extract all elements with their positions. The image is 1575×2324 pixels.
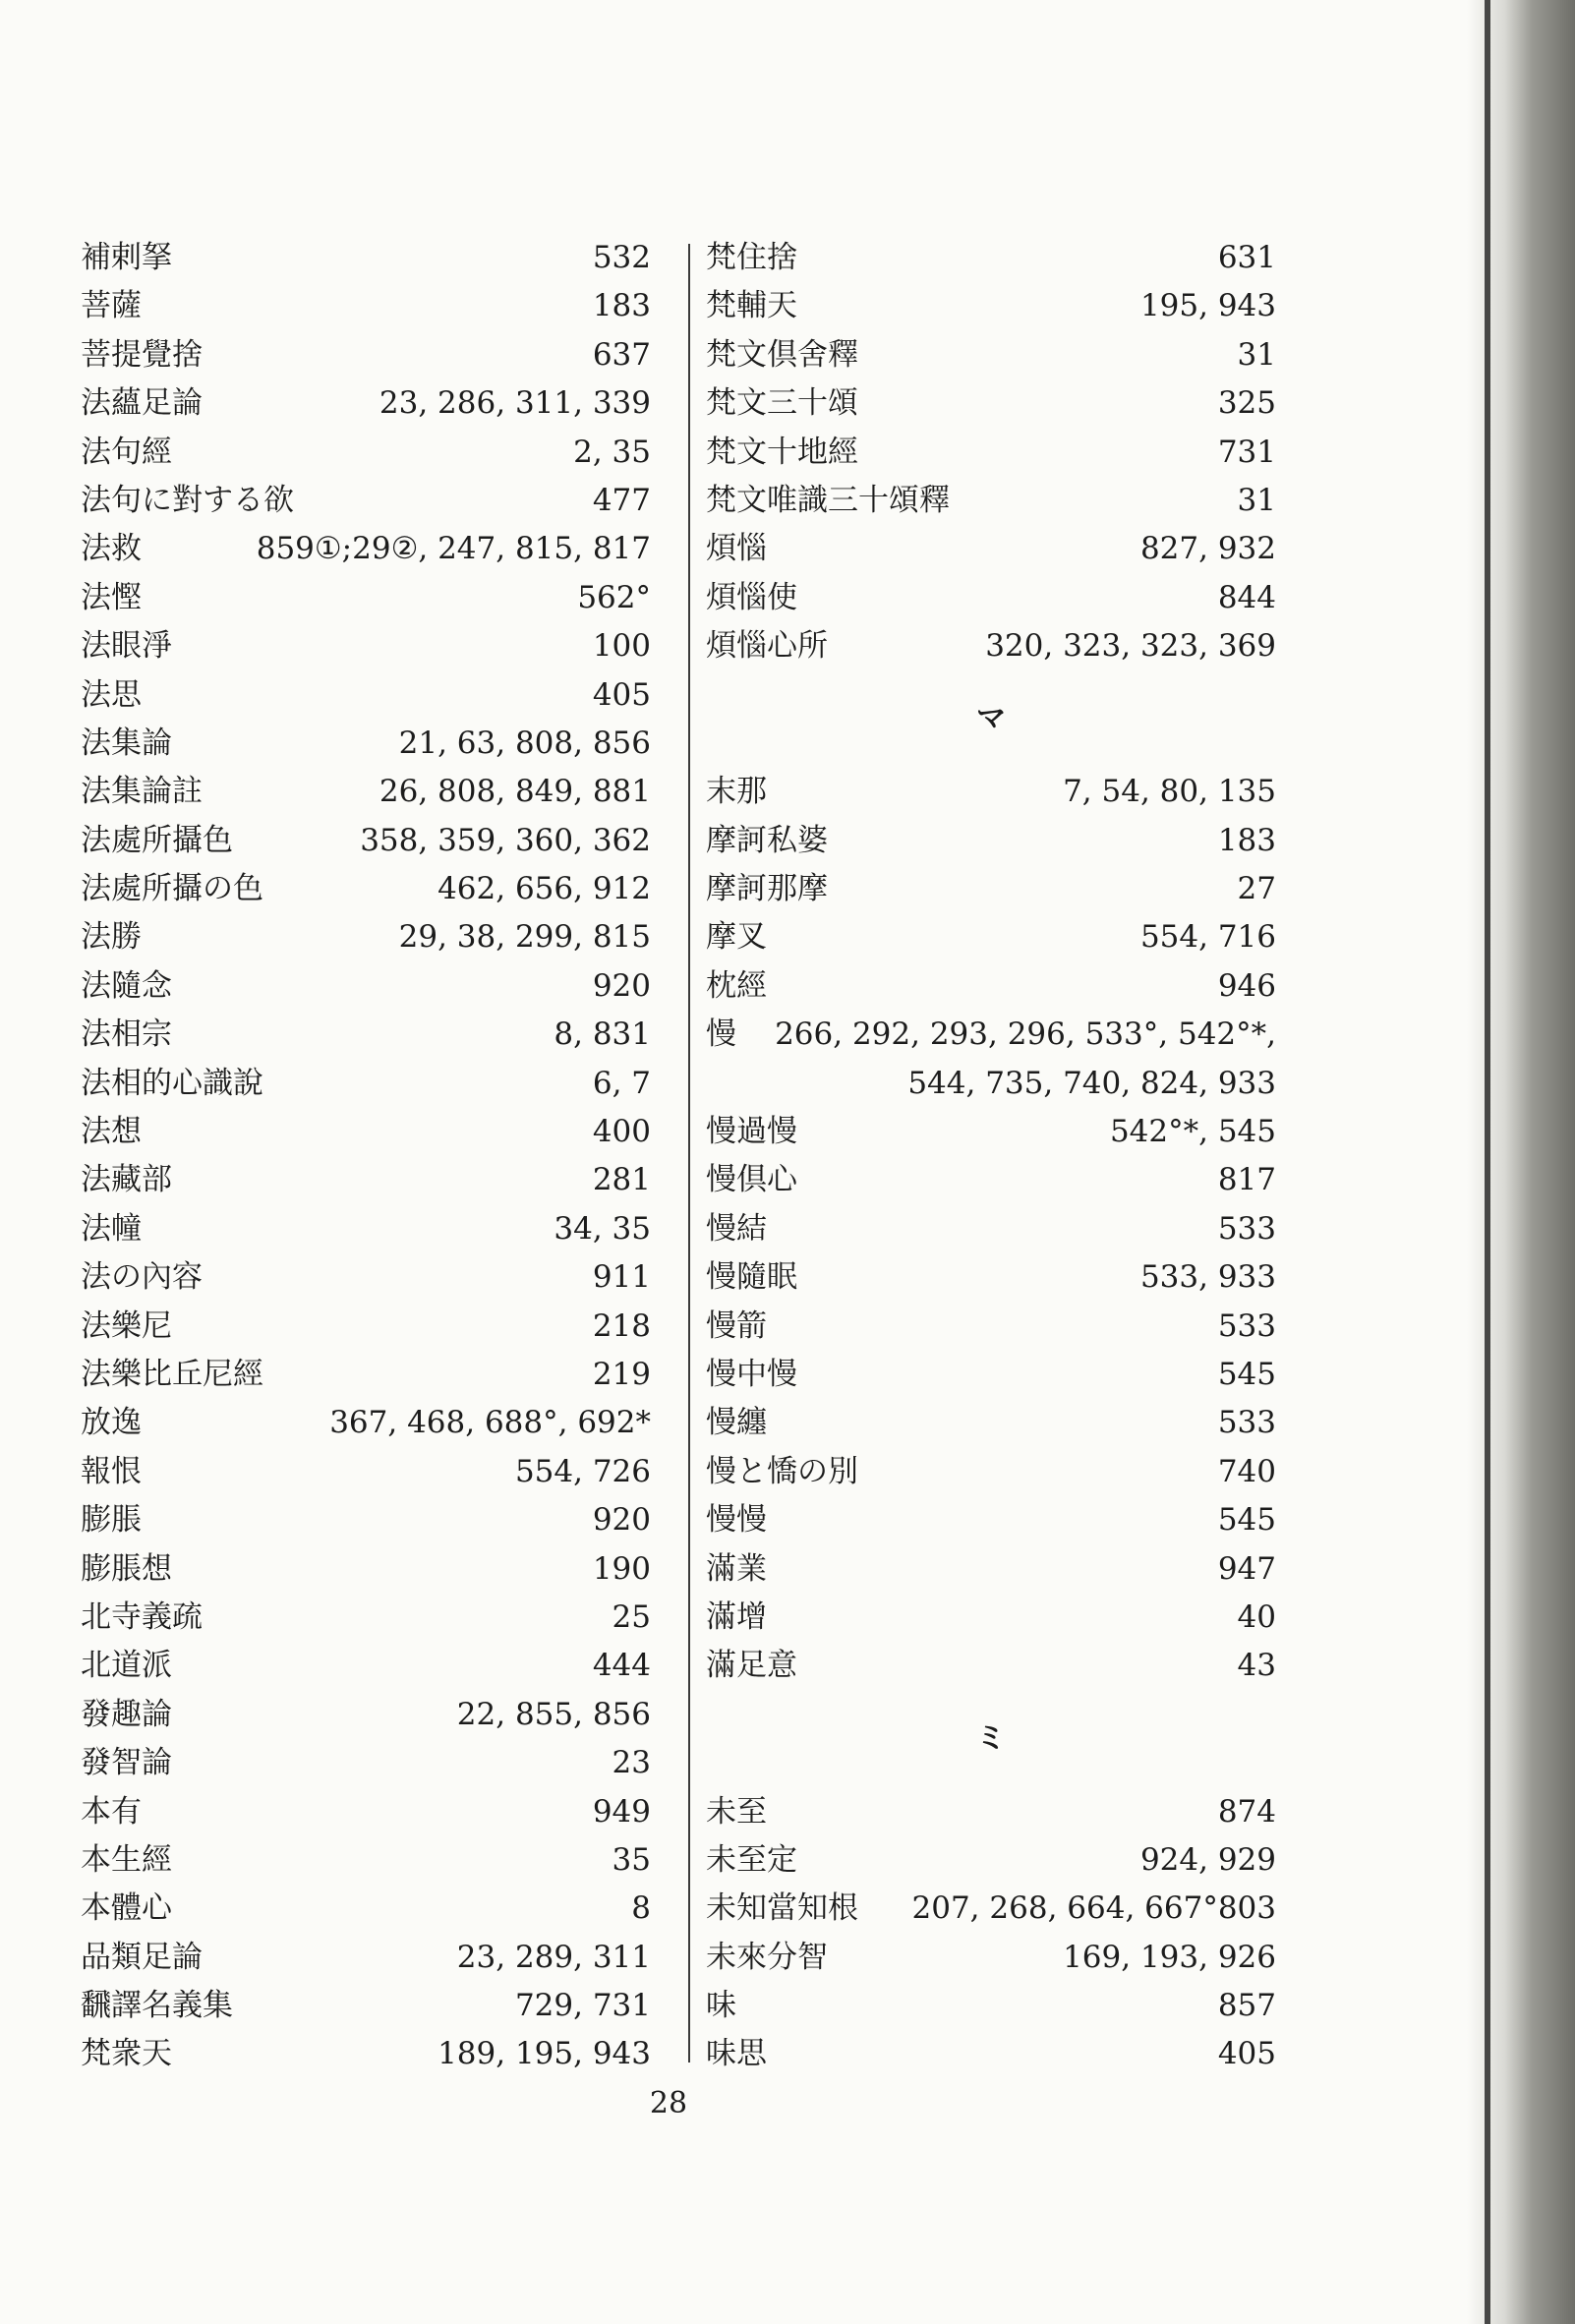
index-term: 法幢 — [81, 1210, 142, 1247]
index-term: 未至定 — [706, 1841, 797, 1878]
index-entry — [81, 768, 651, 816]
index-page-refs: 22, 855, 856 — [456, 1696, 651, 1732]
index-term: 煩惱使 — [706, 579, 797, 615]
index-term: 慢過慢 — [706, 1114, 797, 1150]
index-page-refs: 874 — [1217, 1793, 1276, 1830]
index-term: 摩叉 — [706, 919, 767, 956]
index-term: 梵文十地經 — [706, 434, 858, 470]
index-term: 慢纏 — [706, 1405, 767, 1441]
index-entry — [81, 1448, 651, 1496]
index-term: 法救 — [81, 531, 142, 567]
index-entry — [706, 1448, 1276, 1496]
index-page-refs: 729, 731 — [514, 1988, 651, 2024]
index-term: 慢結 — [706, 1210, 767, 1247]
index-entry — [706, 768, 1276, 816]
right-index-column — [706, 234, 1276, 2079]
index-page-refs: 34, 35 — [554, 1210, 651, 1247]
index-entry — [706, 817, 1276, 865]
index-entry — [706, 1545, 1276, 1594]
index-term: 法慳 — [81, 579, 142, 615]
index-term: 法想 — [81, 1114, 142, 1150]
index-page-refs: 924, 929 — [1139, 1841, 1276, 1878]
index-entry — [81, 720, 651, 768]
index-page-refs: 405 — [592, 676, 651, 713]
index-term: 法句に對する欲 — [81, 482, 294, 518]
index-entry — [81, 379, 651, 428]
index-entry — [81, 282, 651, 330]
index-term: 本生經 — [81, 1841, 172, 1878]
index-page-refs: 190 — [592, 1550, 651, 1587]
index-entry — [81, 1934, 651, 1982]
index-entry — [81, 1545, 651, 1594]
index-page-refs: 100 — [592, 628, 651, 665]
index-term: 法蘊足論 — [81, 385, 203, 422]
index-entry — [81, 429, 651, 477]
index-entry — [81, 1594, 651, 1642]
index-entry — [81, 1156, 651, 1204]
index-entry — [81, 1108, 651, 1156]
index-page-refs: 545 — [1217, 1357, 1276, 1392]
index-entry — [81, 525, 651, 573]
index-entry — [81, 1642, 651, 1690]
index-page-refs: 817 — [1217, 1162, 1276, 1198]
index-entry — [81, 1399, 651, 1447]
index-entry — [706, 865, 1276, 913]
index-term: 煩惱 — [706, 531, 767, 567]
index-page-refs: 26, 808, 849, 881 — [379, 774, 651, 810]
index-page-refs: 31 — [1237, 336, 1276, 373]
index-page-refs: 207, 268, 664, 667°803 — [911, 1890, 1276, 1927]
index-term: 報恨 — [81, 1453, 142, 1489]
index-page-refs: 183 — [592, 288, 651, 324]
index-term: 菩提覺捨 — [81, 336, 203, 373]
index-page-refs: 2, 35 — [573, 434, 651, 470]
index-term: 發趣論 — [81, 1696, 172, 1732]
index-entry — [706, 525, 1276, 573]
index-page-refs: 21, 63, 808, 856 — [398, 725, 651, 761]
index-term: 慢隨眠 — [706, 1259, 797, 1296]
index-page-refs: 218 — [592, 1307, 651, 1344]
kana-section-heading: ミ — [976, 1720, 1006, 1756]
index-page-refs: 195, 943 — [1139, 288, 1276, 324]
index-entry — [81, 817, 651, 865]
index-page-refs: 325 — [1217, 385, 1276, 422]
index-entry — [706, 282, 1276, 330]
index-term: 慢と憍の別 — [706, 1453, 858, 1489]
page-number: 28 — [649, 2086, 688, 2121]
index-term: 摩訶那摩 — [706, 871, 828, 907]
index-page-refs: 23 — [612, 1745, 651, 1781]
index-page-refs: 637 — [592, 336, 651, 373]
index-entry — [706, 1351, 1276, 1399]
index-page-refs: 35 — [612, 1841, 651, 1878]
index-term: 滿業 — [706, 1550, 767, 1587]
index-entry — [706, 234, 1276, 282]
index-entry — [81, 1885, 651, 1933]
index-page-refs: 844 — [1217, 579, 1276, 615]
index-page-refs: 554, 716 — [1139, 919, 1276, 956]
index-term: 飜譯名義集 — [81, 1988, 233, 2024]
index-page-refs: 6, 7 — [592, 1065, 651, 1101]
index-page-refs: 281 — [592, 1162, 651, 1198]
index-entry — [81, 2030, 651, 2078]
index-term: 本體心 — [81, 1890, 172, 1927]
index-entry — [706, 1108, 1276, 1156]
index-term: 梵文唯識三十頌釋 — [706, 482, 950, 518]
index-term: 梵輔天 — [706, 288, 797, 324]
index-page-refs: 8 — [631, 1890, 651, 1927]
index-entry — [706, 1253, 1276, 1302]
index-term: 摩訶私婆 — [706, 822, 828, 858]
index-term: 北寺義疏 — [81, 1598, 203, 1635]
scanned-page-edge — [1467, 0, 1575, 2324]
index-entry — [81, 1739, 651, 1787]
index-term: 法眼淨 — [81, 628, 172, 665]
index-page-refs: 405 — [1217, 2036, 1276, 2072]
index-term: 枕經 — [706, 967, 767, 1004]
index-page-refs: 400 — [592, 1114, 651, 1150]
index-page-refs: 189, 195, 943 — [438, 2036, 651, 2072]
index-page-refs: 827, 932 — [1139, 531, 1276, 567]
index-entry — [706, 477, 1276, 525]
index-page-refs: 949 — [592, 1793, 651, 1830]
index-page-refs: 533, 933 — [1139, 1259, 1276, 1296]
index-term: 梵文倶舍釋 — [706, 336, 858, 373]
index-page-refs: 731 — [1217, 434, 1276, 470]
index-term: 法句經 — [81, 434, 172, 470]
index-page-refs: 219 — [592, 1356, 651, 1392]
index-entry — [706, 962, 1276, 1011]
index-entry — [706, 1934, 1276, 1982]
index-entry — [81, 1836, 651, 1885]
index-page-refs: 320, 323, 323, 369 — [985, 628, 1276, 665]
index-page-refs: 946 — [1217, 967, 1276, 1004]
index-term: 慢 — [706, 1017, 736, 1053]
index-term: 末那 — [706, 774, 767, 810]
index-page-refs: 532 — [592, 240, 651, 275]
index-entry — [81, 1205, 651, 1253]
index-entry — [706, 379, 1276, 428]
index-entry — [81, 1982, 651, 2030]
index-entry — [706, 331, 1276, 379]
index-entry — [81, 1351, 651, 1399]
index-entry — [706, 1496, 1276, 1544]
index-term: 法藏部 — [81, 1162, 172, 1198]
index-entry — [81, 1691, 651, 1739]
index-entry — [81, 477, 651, 525]
index-entry — [81, 1011, 651, 1059]
index-term: 滿足意 — [706, 1648, 797, 1684]
index-page-refs: 367, 468, 688°, 692* — [329, 1405, 651, 1441]
index-page-refs: 23, 286, 311, 339 — [379, 385, 651, 422]
index-term: 北道派 — [81, 1648, 172, 1684]
index-term: 法處所攝色 — [81, 822, 233, 858]
index-term: 法樂尼 — [81, 1307, 172, 1344]
index-page-refs: 358, 359, 360, 362 — [360, 822, 651, 858]
index-page-refs: 857 — [1217, 1988, 1276, 2024]
index-entry — [706, 1205, 1276, 1253]
index-page-refs: 911 — [592, 1259, 651, 1296]
index-term: 未至 — [706, 1793, 767, 1830]
index-page-refs: 545 — [1217, 1502, 1276, 1539]
index-page-refs: 40 — [1237, 1598, 1276, 1635]
index-page-refs: 462, 656, 912 — [438, 871, 651, 907]
index-term: 法樂比丘尼經 — [81, 1356, 263, 1392]
index-entry — [706, 1156, 1276, 1204]
index-page-refs: 562° — [577, 579, 651, 615]
index-page-refs: 920 — [592, 967, 651, 1004]
index-term: 補剌拏 — [81, 240, 172, 275]
index-term: 法集論註 — [81, 774, 203, 810]
index-entry — [706, 1885, 1276, 1933]
index-page-refs: 631 — [1217, 240, 1276, 275]
index-page-refs: 29, 38, 299, 815 — [398, 919, 651, 956]
index-entry — [706, 2030, 1276, 2078]
index-page-refs: 740 — [1217, 1453, 1276, 1489]
index-term: 膨脹 — [81, 1502, 142, 1539]
index-page-refs: 533 — [1217, 1210, 1276, 1247]
index-page-refs: 7, 54, 80, 135 — [1063, 774, 1276, 810]
index-term: 法相宗 — [81, 1017, 172, 1053]
index-term: 梵衆天 — [81, 2036, 172, 2072]
index-term: 放逸 — [81, 1405, 142, 1441]
index-entry — [81, 671, 651, 720]
index-entry — [706, 1011, 1276, 1059]
index-term: 未知當知根 — [706, 1890, 858, 1927]
index-page-refs: 27 — [1237, 871, 1276, 907]
index-entry — [706, 1594, 1276, 1642]
index-term: 法隨念 — [81, 967, 172, 1004]
index-entry — [81, 1788, 651, 1836]
index-entry — [81, 913, 651, 961]
index-term: 法勝 — [81, 919, 142, 956]
left-index-column — [81, 234, 651, 2079]
column-divider — [688, 244, 690, 2063]
index-page-refs: 859①;29②, 247, 815, 817 — [256, 531, 651, 567]
index-entry — [706, 1836, 1276, 1885]
index-term: 菩薩 — [81, 288, 142, 324]
index-term: 滿增 — [706, 1598, 767, 1635]
index-term: 未來分智 — [706, 1939, 828, 1975]
index-page-refs: 554, 726 — [514, 1453, 651, 1489]
index-term: 煩惱心所 — [706, 628, 828, 665]
index-entry — [706, 1399, 1276, 1447]
index-entry — [706, 913, 1276, 961]
index-page-refs: 169, 193, 926 — [1063, 1939, 1276, 1975]
index-entry — [81, 1060, 651, 1108]
index-term: 法の內容 — [81, 1259, 203, 1296]
index-page-refs: 31 — [1237, 482, 1276, 518]
index-term: 味思 — [706, 2036, 767, 2072]
index-page-refs: 25 — [612, 1598, 651, 1635]
index-entry — [81, 622, 651, 670]
index-entry — [81, 574, 651, 622]
index-page-refs: 23, 289, 311 — [456, 1939, 651, 1975]
index-page-refs: 444 — [592, 1648, 651, 1684]
index-page-refs: 544, 735, 740, 824, 933 — [907, 1065, 1276, 1101]
index-page-refs: 533 — [1217, 1405, 1276, 1441]
index-page-refs: 266, 292, 293, 296, 533°, 542°*, — [775, 1017, 1276, 1053]
index-term: 慢中慢 — [706, 1357, 797, 1392]
index-term: 法相的心識說 — [81, 1065, 263, 1101]
index-entry — [81, 331, 651, 379]
index-page-refs: 43 — [1237, 1648, 1276, 1684]
index-term: 梵住捨 — [706, 240, 797, 275]
index-entry — [706, 622, 1276, 670]
index-term: 膨脹想 — [81, 1550, 172, 1587]
index-entry — [706, 429, 1276, 477]
index-term: 法集論 — [81, 725, 172, 761]
index-term: 慢倶心 — [706, 1162, 797, 1198]
index-entry — [81, 1253, 651, 1302]
index-entry — [81, 234, 651, 282]
index-term: 慢慢 — [706, 1502, 767, 1539]
index-page-refs: 533 — [1217, 1307, 1276, 1344]
index-entry — [706, 574, 1276, 622]
index-entry — [706, 1642, 1276, 1690]
index-entry — [706, 1788, 1276, 1836]
index-entry — [706, 1303, 1276, 1351]
index-term: 法思 — [81, 676, 142, 713]
index-entry-continuation — [706, 1060, 1276, 1108]
index-term: 味 — [706, 1988, 736, 2024]
index-entry — [81, 962, 651, 1011]
index-term: 品類足論 — [81, 1939, 203, 1975]
index-term: 法處所攝の色 — [81, 871, 263, 907]
index-page-refs: 947 — [1217, 1550, 1276, 1587]
index-term: 發智論 — [81, 1745, 172, 1781]
index-entry — [81, 1496, 651, 1544]
index-term: 梵文三十頌 — [706, 385, 858, 422]
index-term: 慢箭 — [706, 1307, 767, 1344]
index-page-refs: 920 — [592, 1502, 651, 1539]
index-page-refs: 183 — [1217, 822, 1276, 858]
index-page-refs: 8, 831 — [554, 1017, 651, 1053]
index-page-refs: 542°*, 545 — [1109, 1114, 1276, 1150]
book-binding-edge — [1485, 0, 1490, 2324]
index-term: 本有 — [81, 1793, 142, 1830]
index-page-refs: 477 — [592, 482, 651, 518]
index-entry — [706, 1982, 1276, 2030]
index-entry — [81, 865, 651, 913]
kana-section-heading: マ — [976, 701, 1006, 736]
index-entry — [81, 1303, 651, 1351]
